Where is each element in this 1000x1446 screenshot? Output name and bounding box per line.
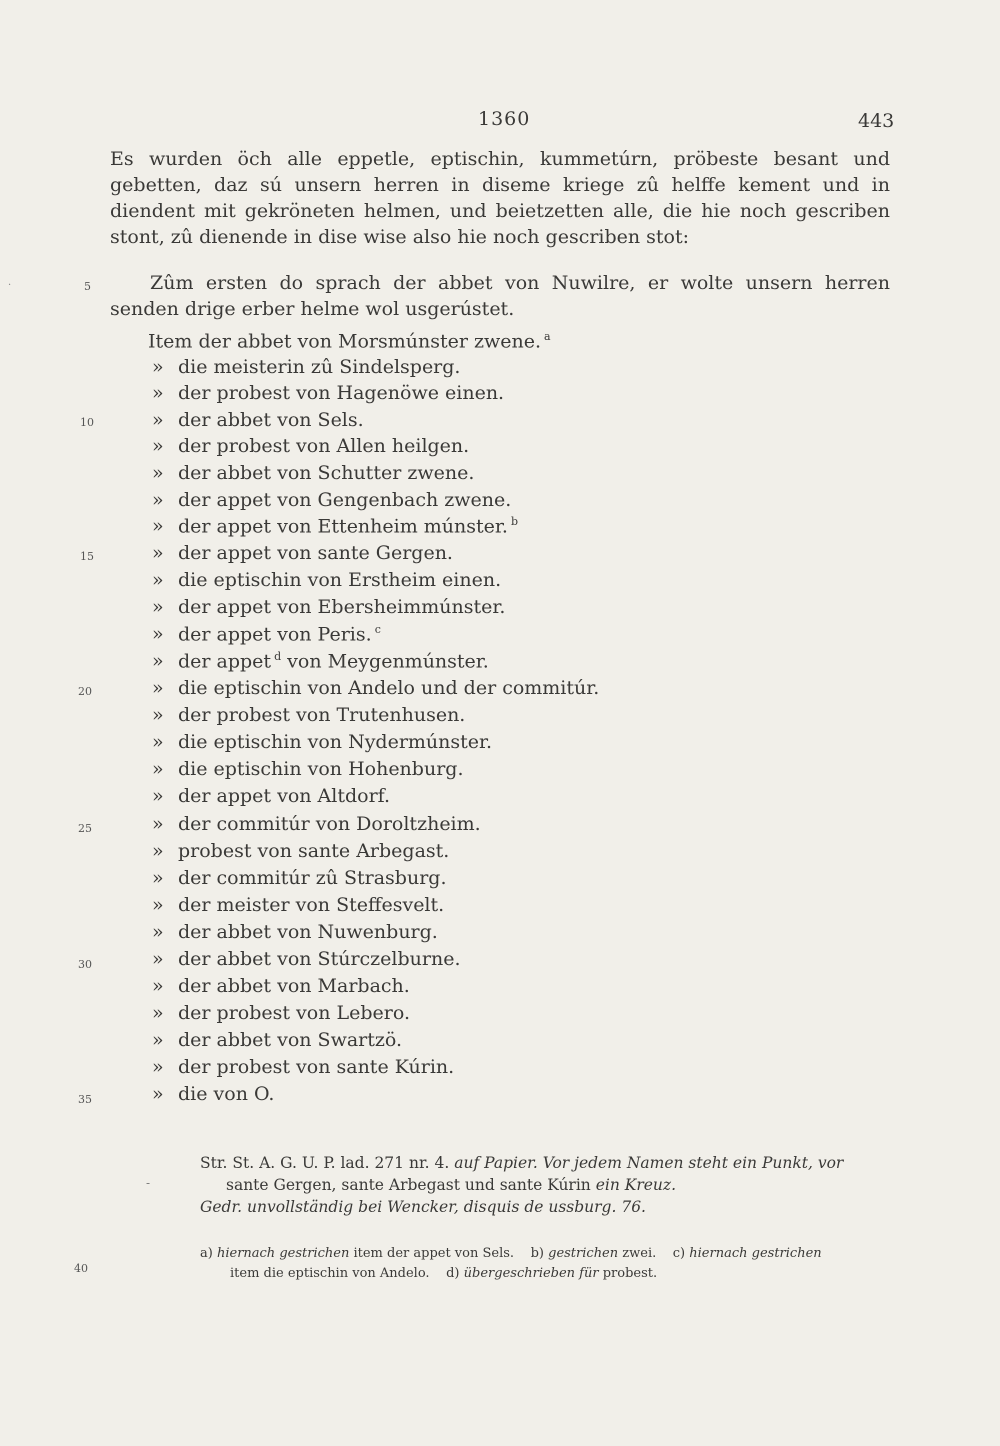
list-item: » der abbet von Sels. (152, 409, 364, 431)
list-item: » der commitúr zû Strasburg. (152, 867, 447, 889)
source-note (200, 1152, 890, 1218)
list-item: » der probest von Hagenöwe einen. (152, 382, 505, 404)
line-number-20: 20 (78, 685, 92, 698)
line-number-25: 25 (78, 822, 92, 835)
list-item: » die eptischin von Nydermúnster. (152, 731, 493, 753)
first-paragraph-text: Zûm ersten do sprach der abbet von Nuwilre, er wolte unsern herren senden drige erber helme wol usgerústet. (110, 272, 890, 320)
list-item: » der commitúr von Doroltzheim. (152, 813, 481, 835)
list-item: » der appet von Gengenbach zwene. (152, 489, 512, 511)
list-item: » der probest von Trutenhusen. (152, 704, 466, 726)
line-number-15: 15 (80, 550, 94, 563)
list-item: » probest von sante Arbegast. (152, 840, 450, 862)
header-year: 1360 (478, 108, 531, 130)
list-item: » der abbet von Stúrczelburne. (152, 948, 461, 970)
list-item: » der abbet von Marbach. (152, 975, 410, 997)
list-item: » der abbet von Swartzö. (152, 1029, 403, 1051)
intro-paragraph: Es wurden öch alle eppetle, eptischin, kummetúrn, pröbeste besant und gebetten, daz sú unsern herren in diseme kriege zû helffe kement und in diendent mit gekröneten helmen, und beietzetten alle, die hie noch gescriben stont, zû dienende in dise wise also hie noch gescriben stot: (110, 148, 890, 248)
source-line-2: sante Gergen, sante Arbegast und sante Kúrin ein Kreuz. (226, 1176, 676, 1194)
source-line-3: Gedr. unvollständig bei Wencker, disquis de ussburg. 76. (200, 1198, 646, 1216)
page-number: 443 (858, 110, 895, 132)
list-item: » der probest von sante Kúrin. (152, 1056, 455, 1078)
footnotes (200, 1244, 890, 1284)
footnote-line-2: item die eptischin von Andelo. d) übergeschrieben für probest. (230, 1266, 658, 1281)
list-item: » die eptischin von Hohenburg. (152, 758, 464, 780)
list-item: » die eptischin von Andelo und der commitúr. (152, 677, 600, 699)
source-line-1: Str. St. A. G. U. P. lad. 271 nr. 4. auf Papier. Vor jedem Namen steht ein Punkt, vor (200, 1154, 844, 1172)
line-number-5: 5 (84, 280, 91, 293)
margin-tick: · (8, 280, 12, 291)
line-number-35: 35 (78, 1093, 92, 1106)
first-paragraph (110, 270, 890, 322)
list-item: » die von O. (152, 1083, 275, 1105)
line-number-40: 40 (74, 1262, 88, 1275)
list-item: » die meisterin zû Sindelsperg. (152, 356, 461, 378)
list-item: » der abbet von Schutter zwene. (152, 462, 475, 484)
list-item: » der appet von sante Gergen. (152, 542, 453, 564)
list-item: » der appet $^d$ von Meygenmúnster. (152, 650, 489, 673)
list-item: » der appet von Ettenheim múnster. $^b$ (152, 515, 518, 538)
list-item: » der probest von Allen heilgen. (152, 435, 470, 457)
list-item: » der appet von Peris. $^c$ (152, 623, 381, 646)
list-item: » der abbet von Nuwenburg. (152, 921, 438, 943)
list-item: » der appet von Ebersheimmúnster. (152, 596, 506, 618)
list-item: Item der abbet von Morsmúnster zwene. $^a$ (148, 330, 551, 353)
line-number-10: 10 (80, 416, 94, 429)
margin-dash: ‑ (146, 1176, 151, 1190)
list-item: » der probest von Lebero. (152, 1002, 410, 1024)
list-item: » die eptischin von Erstheim einen. (152, 569, 502, 591)
list-item: » der meister von Steffesvelt. (152, 894, 445, 916)
list-item: » der appet von Altdorf. (152, 785, 391, 807)
footnote-line-1: a) hiernach gestrichen item der appet von Sels. b) gestrichen zwei. c) hiernach gestrichen (200, 1246, 822, 1261)
line-number-30: 30 (78, 958, 92, 971)
